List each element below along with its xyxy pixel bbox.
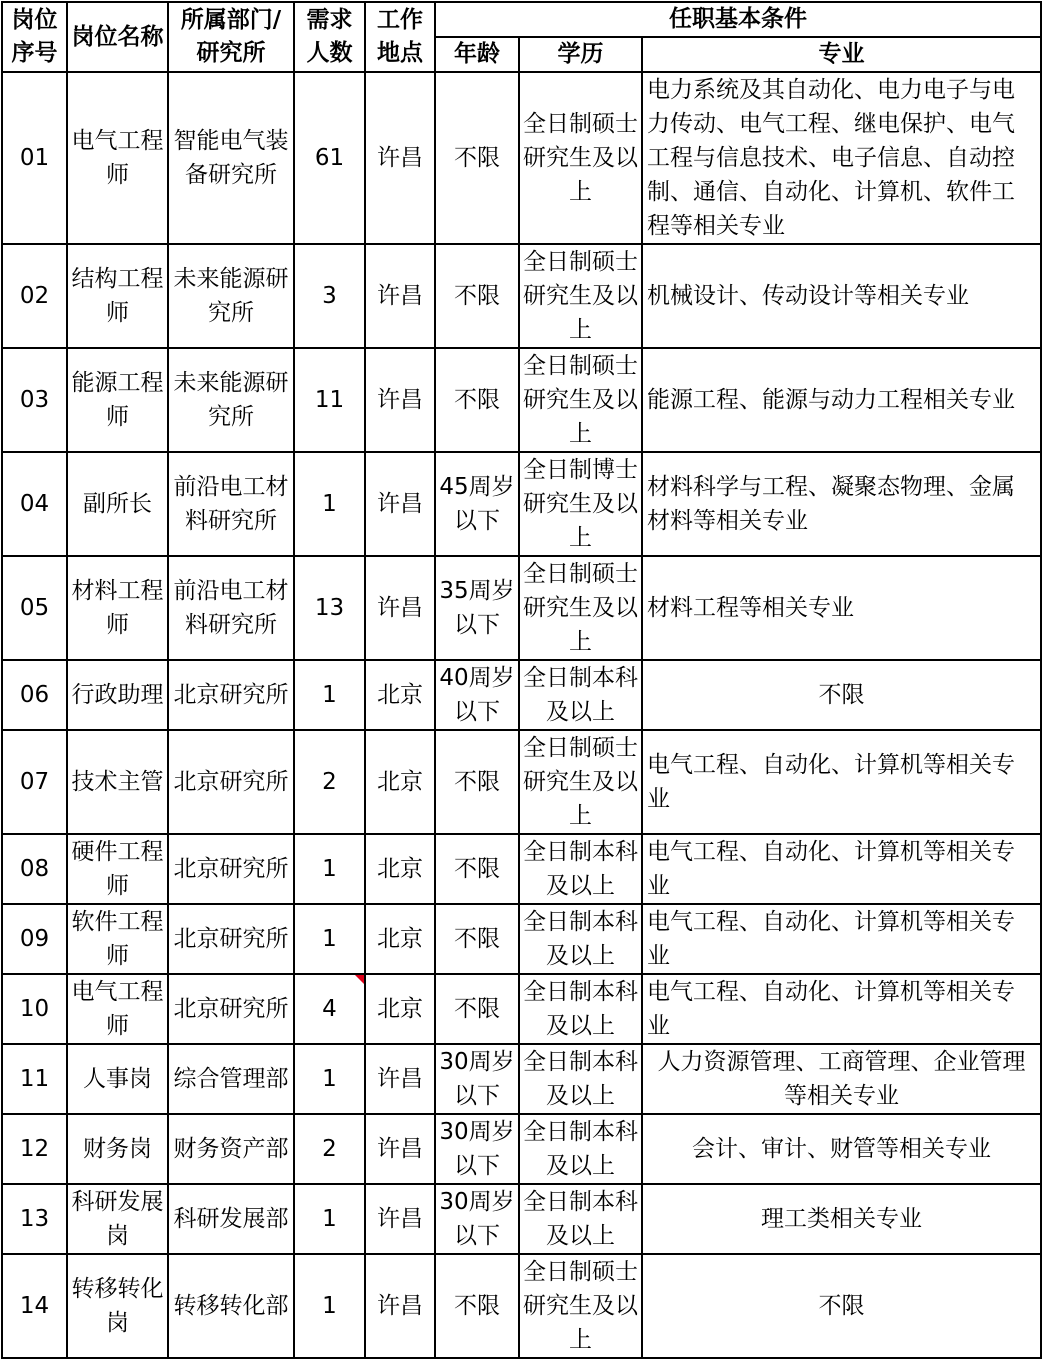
cell-seq: 13: [2, 1184, 67, 1254]
cell-seq: 14: [2, 1254, 67, 1358]
cell-age: 不限: [435, 1254, 519, 1358]
cell-education: 全日制博士研究生及以上: [519, 452, 642, 556]
cell-headcount: 2: [294, 730, 365, 834]
table-row: [2, 834, 1041, 904]
table-row: [2, 904, 1041, 974]
cell-headcount: 4: [294, 974, 365, 1044]
cell-seq: 04: [2, 452, 67, 556]
cell-seq: 07: [2, 730, 67, 834]
cell-department: 北京研究所: [168, 834, 294, 904]
cell-location: 许昌: [365, 556, 435, 660]
job-requirements-table: [1, 1, 1042, 1359]
cell-headcount: 1: [294, 1184, 365, 1254]
header-seq: 岗位序号: [2, 2, 67, 72]
cell-headcount: 1: [294, 904, 365, 974]
cell-position-name: 技术主管: [67, 730, 168, 834]
cell-department: 财务资产部: [168, 1114, 294, 1184]
cell-age: 不限: [435, 730, 519, 834]
table-row: [2, 72, 1041, 244]
cell-age: 30周岁以下: [435, 1044, 519, 1114]
cell-location: 许昌: [365, 452, 435, 556]
cell-seq: 08: [2, 834, 67, 904]
cell-headcount: 1: [294, 1044, 365, 1114]
cell-position-name: 结构工程师: [67, 244, 168, 348]
cell-age: 不限: [435, 348, 519, 452]
cell-position-name: 转移转化岗: [67, 1254, 168, 1358]
cell-seq: 11: [2, 1044, 67, 1114]
cell-education: 全日制硕士研究生及以上: [519, 730, 642, 834]
cell-education: 全日制本科及以上: [519, 904, 642, 974]
cell-department: 北京研究所: [168, 730, 294, 834]
cell-age: 不限: [435, 244, 519, 348]
cell-department: 未来能源研究所: [168, 348, 294, 452]
cell-age: 30周岁以下: [435, 1184, 519, 1254]
cell-major: 机械设计、传动设计等相关专业: [642, 244, 1041, 348]
table-row: [2, 452, 1041, 556]
header-age: 年龄: [435, 37, 519, 72]
cell-major: 电气工程、自动化、计算机等相关专业: [642, 834, 1041, 904]
table-row: [2, 556, 1041, 660]
cell-position-name: 能源工程师: [67, 348, 168, 452]
header-dept: 所属部门/研究所: [168, 2, 294, 72]
cell-department: 前沿电工材料研究所: [168, 452, 294, 556]
cell-seq: 10: [2, 974, 67, 1044]
cell-position-name: 软件工程师: [67, 904, 168, 974]
cell-education: 全日制硕士研究生及以上: [519, 348, 642, 452]
cell-position-name: 电气工程师: [67, 974, 168, 1044]
cell-seq: 03: [2, 348, 67, 452]
cell-age: 不限: [435, 834, 519, 904]
cell-department: 北京研究所: [168, 904, 294, 974]
comment-indicator[interactable]: [355, 975, 364, 984]
cell-age: 不限: [435, 904, 519, 974]
table-row: [2, 1254, 1041, 1358]
cell-department: 前沿电工材料研究所: [168, 556, 294, 660]
cell-major: 电气工程、自动化、计算机等相关专业: [642, 730, 1041, 834]
cell-major: 电气工程、自动化、计算机等相关专业: [642, 904, 1041, 974]
header-requirements: 任职基本条件: [435, 2, 1041, 37]
cell-headcount: 61: [294, 72, 365, 244]
cell-age: 不限: [435, 974, 519, 1044]
cell-position-name: 硬件工程师: [67, 834, 168, 904]
cell-seq: 05: [2, 556, 67, 660]
cell-department: 北京研究所: [168, 974, 294, 1044]
cell-major: 人力资源管理、工商管理、企业管理等相关专业: [642, 1044, 1041, 1114]
header-count: 需求人数: [294, 2, 365, 72]
cell-position-name: 人事岗: [67, 1044, 168, 1114]
table-row: [2, 730, 1041, 834]
cell-location: 许昌: [365, 1114, 435, 1184]
cell-position-name: 行政助理: [67, 660, 168, 730]
cell-headcount: 2: [294, 1114, 365, 1184]
cell-headcount: 1: [294, 452, 365, 556]
cell-education: 全日制本科及以上: [519, 660, 642, 730]
cell-seq: 12: [2, 1114, 67, 1184]
table-body: [2, 72, 1041, 1358]
table-row: [2, 244, 1041, 348]
cell-education: 全日制本科及以上: [519, 1184, 642, 1254]
cell-major: 材料工程等相关专业: [642, 556, 1041, 660]
table-row: [2, 1114, 1041, 1184]
cell-headcount: 3: [294, 244, 365, 348]
cell-education: 全日制本科及以上: [519, 1044, 642, 1114]
cell-headcount: 1: [294, 1254, 365, 1358]
cell-major: 会计、审计、财管等相关专业: [642, 1114, 1041, 1184]
cell-major: 材料科学与工程、凝聚态物理、金属材料等相关专业: [642, 452, 1041, 556]
cell-education: 全日制硕士研究生及以上: [519, 556, 642, 660]
cell-major: 能源工程、能源与动力工程相关专业: [642, 348, 1041, 452]
cell-location: 北京: [365, 730, 435, 834]
header-education: 学历: [519, 37, 642, 72]
cell-age: 45周岁以下: [435, 452, 519, 556]
cell-position-name: 电气工程师: [67, 72, 168, 244]
cell-age: 30周岁以下: [435, 1114, 519, 1184]
cell-position-name: 材料工程师: [67, 556, 168, 660]
cell-seq: 09: [2, 904, 67, 974]
cell-department: 未来能源研究所: [168, 244, 294, 348]
cell-age: 35周岁以下: [435, 556, 519, 660]
cell-headcount: 1: [294, 834, 365, 904]
cell-department: 科研发展部: [168, 1184, 294, 1254]
cell-major: 理工类相关专业: [642, 1184, 1041, 1254]
cell-headcount: 13: [294, 556, 365, 660]
cell-seq: 02: [2, 244, 67, 348]
cell-age: 40周岁以下: [435, 660, 519, 730]
cell-education: 全日制本科及以上: [519, 974, 642, 1044]
cell-location: 许昌: [365, 72, 435, 244]
cell-major: 不限: [642, 660, 1041, 730]
cell-position-name: 财务岗: [67, 1114, 168, 1184]
cell-location: 北京: [365, 974, 435, 1044]
cell-position-name: 副所长: [67, 452, 168, 556]
cell-location: 许昌: [365, 1044, 435, 1114]
table-row: [2, 348, 1041, 452]
cell-education: 全日制本科及以上: [519, 834, 642, 904]
cell-location: 许昌: [365, 244, 435, 348]
cell-education: 全日制硕士研究生及以上: [519, 72, 642, 244]
table-row: [2, 974, 1041, 1044]
cell-age: 不限: [435, 72, 519, 244]
cell-location: 北京: [365, 834, 435, 904]
cell-department: 综合管理部: [168, 1044, 294, 1114]
table-row: [2, 1044, 1041, 1114]
cell-major: 不限: [642, 1254, 1041, 1358]
cell-education: 全日制硕士研究生及以上: [519, 244, 642, 348]
cell-major: 电气工程、自动化、计算机等相关专业: [642, 974, 1041, 1044]
header-major: 专业: [642, 37, 1041, 72]
table-row: [2, 1184, 1041, 1254]
header-location: 工作地点: [365, 2, 435, 72]
cell-location: 许昌: [365, 1254, 435, 1358]
cell-education: 全日制本科及以上: [519, 1114, 642, 1184]
cell-seq: 06: [2, 660, 67, 730]
cell-headcount: 11: [294, 348, 365, 452]
cell-location: 许昌: [365, 1184, 435, 1254]
cell-department: 北京研究所: [168, 660, 294, 730]
cell-education: 全日制硕士研究生及以上: [519, 1254, 642, 1358]
cell-location: 北京: [365, 904, 435, 974]
cell-location: 北京: [365, 660, 435, 730]
header-name: 岗位名称: [67, 2, 168, 72]
cell-department: 智能电气装备研究所: [168, 72, 294, 244]
cell-position-name: 科研发展岗: [67, 1184, 168, 1254]
cell-seq: 01: [2, 72, 67, 244]
cell-location: 许昌: [365, 348, 435, 452]
cell-major: 电力系统及其自动化、电力电子与电力传动、电气工程、继电保护、电气工程与信息技术、电子信息、自动控制、通信、自动化、计算机、软件工程等相关专业: [642, 72, 1041, 244]
cell-headcount: 1: [294, 660, 365, 730]
table-row: [2, 660, 1041, 730]
cell-department: 转移转化部: [168, 1254, 294, 1358]
